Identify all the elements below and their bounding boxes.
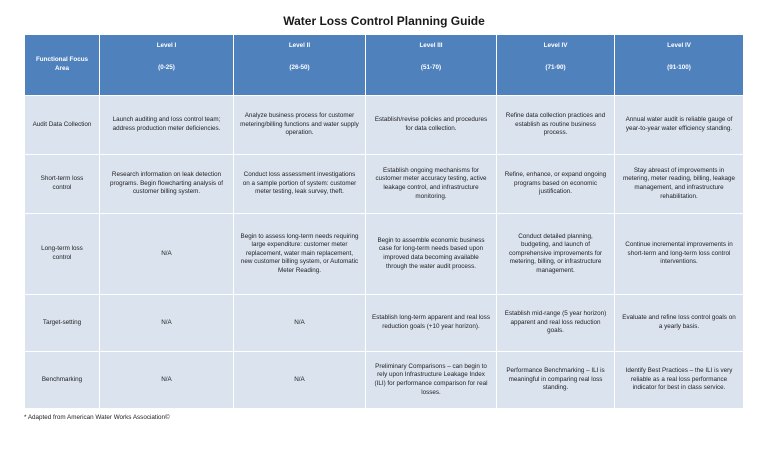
table-header-row bbox=[25, 35, 744, 96]
row-label: Benchmarking bbox=[25, 352, 100, 409]
table-cell: Refine data collection practices and establish as routine business process. bbox=[497, 96, 615, 155]
table-cell: Research information on leak detection programs. Begin flowcharting analysis of customer billing system. bbox=[100, 155, 234, 214]
table-row-target-setting bbox=[25, 295, 744, 352]
level-name: Level I bbox=[156, 42, 177, 49]
column-header-focus-area: Functional Focus Area bbox=[25, 35, 100, 96]
table-row-long-term-loss-control bbox=[25, 214, 744, 295]
source-footnote: * Adapted from American Water Works Association© bbox=[24, 414, 170, 421]
table-row-audit-data-collection bbox=[25, 96, 744, 155]
column-header-level-1 bbox=[100, 35, 234, 96]
level-range: (26-50) bbox=[289, 63, 310, 71]
column-header-level-5 bbox=[615, 35, 744, 96]
level-range: (71-90) bbox=[545, 63, 566, 71]
table-cell: N/A bbox=[234, 352, 366, 409]
table-cell: Launch auditing and loss control team; address production meter deficiencies. bbox=[100, 96, 234, 155]
table-cell: Performance Benchmarking – ILI is meaningful in comparing real loss standing. bbox=[497, 352, 615, 409]
level-name: Level IV bbox=[667, 42, 691, 49]
column-header-level-2 bbox=[234, 35, 366, 96]
level-range: (0-25) bbox=[158, 63, 175, 71]
table-cell: Begin to assess long-term needs requiring large expenditure: customer meter replacement, water main replacement, new customer billing system, or Automatic Meter Reading. bbox=[234, 214, 366, 295]
table-row-benchmarking bbox=[25, 352, 744, 409]
level-name: Level IV bbox=[543, 42, 568, 49]
level-name: Level II bbox=[288, 42, 311, 49]
row-label: Target-setting bbox=[25, 295, 100, 352]
table-cell: Identify Best Practices – the ILI is very reliable as a real loss performance indicator for best in class service. bbox=[615, 352, 744, 409]
column-header-level-3 bbox=[366, 35, 497, 96]
table-cell: Analyze business process for customer metering/billing functions and water supply operation. bbox=[234, 96, 366, 155]
table-cell: Begin to assemble economic business case for long-term needs based upon improved data becoming available through the water audit process. bbox=[366, 214, 497, 295]
level-range: (51-70) bbox=[420, 63, 442, 71]
row-label: Long-term loss control bbox=[25, 214, 100, 295]
table-cell: Evaluate and refine loss control goals on a yearly basis. bbox=[615, 295, 744, 352]
level-name: Level III bbox=[419, 42, 443, 49]
table-cell: Continue incremental improvements in short-term and long-term loss control interventions. bbox=[615, 214, 744, 295]
table-cell: N/A bbox=[100, 295, 234, 352]
planning-guide-table bbox=[24, 34, 744, 409]
table-cell: Establish/revise policies and procedures for data collection. bbox=[366, 96, 497, 155]
level-range: (91-100) bbox=[667, 63, 691, 71]
row-label: Audit Data Collection bbox=[25, 96, 100, 155]
table-cell: N/A bbox=[234, 295, 366, 352]
table-cell: N/A bbox=[100, 214, 234, 295]
table-row-short-term-loss-control bbox=[25, 155, 744, 214]
table-cell: Establish ongoing mechanisms for customer meter accuracy testing, active leakage control, and infrastructure monitoring. bbox=[366, 155, 497, 214]
table-cell: Conduct loss assessment investigations on a sample portion of system: customer meter testing, leak survey, theft. bbox=[234, 155, 366, 214]
table-cell: Conduct detailed planning, budgeting, and launch of comprehensive improvements for metering, billing, or infrastructure management. bbox=[497, 214, 615, 295]
table-cell: Preliminary Comparisons – can begin to rely upon Infrastructure Leakage Index (ILI) for performance comparison for real losses. bbox=[366, 352, 497, 409]
table-cell: Annual water audit is reliable gauge of year-to-year water efficiency standing. bbox=[615, 96, 744, 155]
table-cell: Refine, enhance, or expand ongoing programs based on economic justification. bbox=[497, 155, 615, 214]
table-cell: Establish long-term apparent and real loss reduction goals (+10 year horizon). bbox=[366, 295, 497, 352]
row-label: Short-term loss control bbox=[25, 155, 100, 214]
page-title: Water Loss Control Planning Guide bbox=[283, 14, 485, 28]
table-cell: N/A bbox=[100, 352, 234, 409]
table-cell: Stay abreast of improvements in metering, meter reading, billing, leakage management, and infrastructure rehabilitation. bbox=[615, 155, 744, 214]
table-cell: Establish mid-range (5 year horizon) apparent and real loss reduction goals. bbox=[497, 295, 615, 352]
column-header-level-4 bbox=[497, 35, 615, 96]
